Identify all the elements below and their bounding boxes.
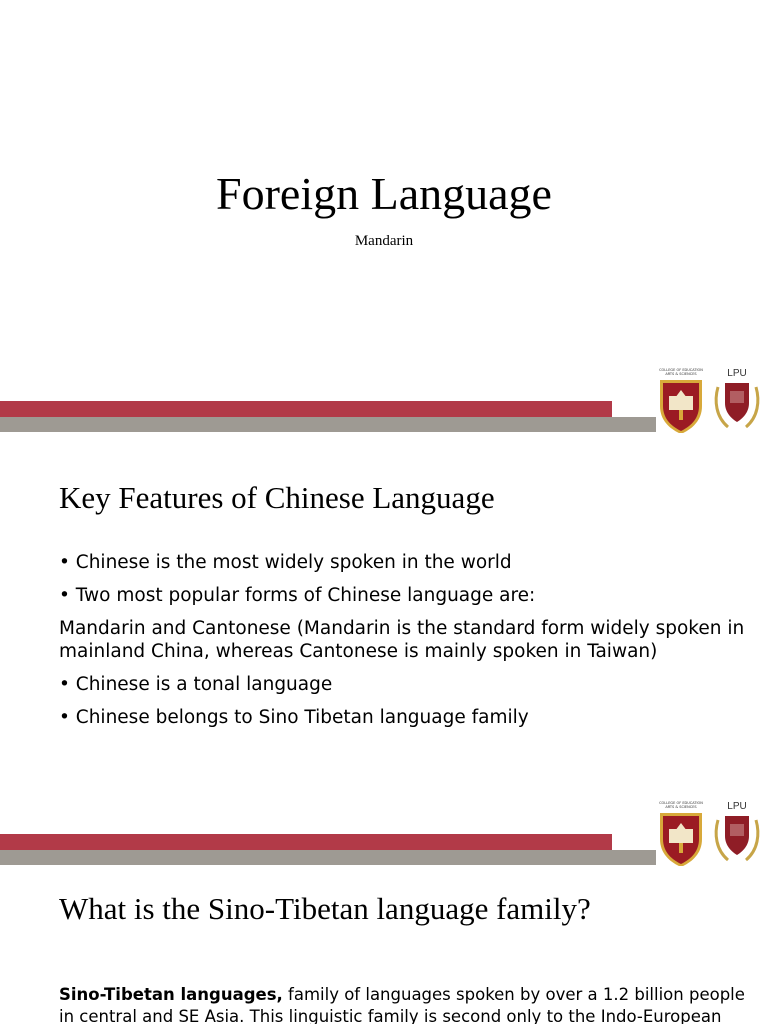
college-seal-logo [656, 368, 706, 433]
footer-bar-gray [0, 417, 656, 432]
laurel-shield-icon [712, 379, 762, 433]
footer-bar-red [0, 401, 612, 417]
slide-heading: Key Features of Chinese Language [59, 480, 495, 515]
shield-icon [656, 809, 706, 866]
lpu-seal-logo [712, 368, 762, 433]
paragraph-text: family of languages spoken by over a 1.2 billion people in central and SE Asia. This linguistic family is second only to the Indo-European [59, 985, 745, 1024]
bold-lead: Sino-Tibetan languages, [59, 985, 283, 1004]
bullet-item: • Chinese is a tonal language [59, 674, 333, 695]
slide-title [0, 0, 768, 433]
paragraph [59, 984, 749, 1024]
lpu-label: LPU [727, 801, 747, 812]
lpu-label: LPU [727, 368, 747, 379]
footer-bar-red [0, 834, 612, 850]
laurel-shield-icon [712, 812, 762, 866]
bullet-item: • Chinese is the most widely spoken in the world [59, 552, 512, 573]
paragraph: Mandarin and Cantonese (Mandarin is the standard form widely spoken in mainland China, whereas Cantonese is mainly spoken in Taiwan) [59, 618, 745, 662]
slide-heading: What is the Sino-Tibetan language family? [59, 891, 591, 926]
slide-body [59, 551, 749, 729]
slide-key-features [0, 433, 768, 866]
lpu-seal-logo [712, 801, 762, 866]
college-seal-caption: COLLEGE OF EDUCATION ARTS & SCIENCES [659, 368, 703, 376]
shield-icon [656, 376, 706, 433]
bullet-item: • Two most popular forms of Chinese language are: [59, 585, 536, 606]
slide-title-heading: Foreign Language [216, 168, 552, 219]
footer-bar-gray [0, 850, 656, 865]
slide-body [59, 984, 749, 1024]
college-seal-logo [656, 801, 706, 866]
bullet-item: • Chinese belongs to Sino Tibetan language family [59, 707, 529, 728]
slide-subtitle: Mandarin [354, 233, 414, 249]
slide-sino-tibetan [0, 866, 768, 1024]
college-seal-caption: COLLEGE OF EDUCATION ARTS & SCIENCES [659, 801, 703, 809]
